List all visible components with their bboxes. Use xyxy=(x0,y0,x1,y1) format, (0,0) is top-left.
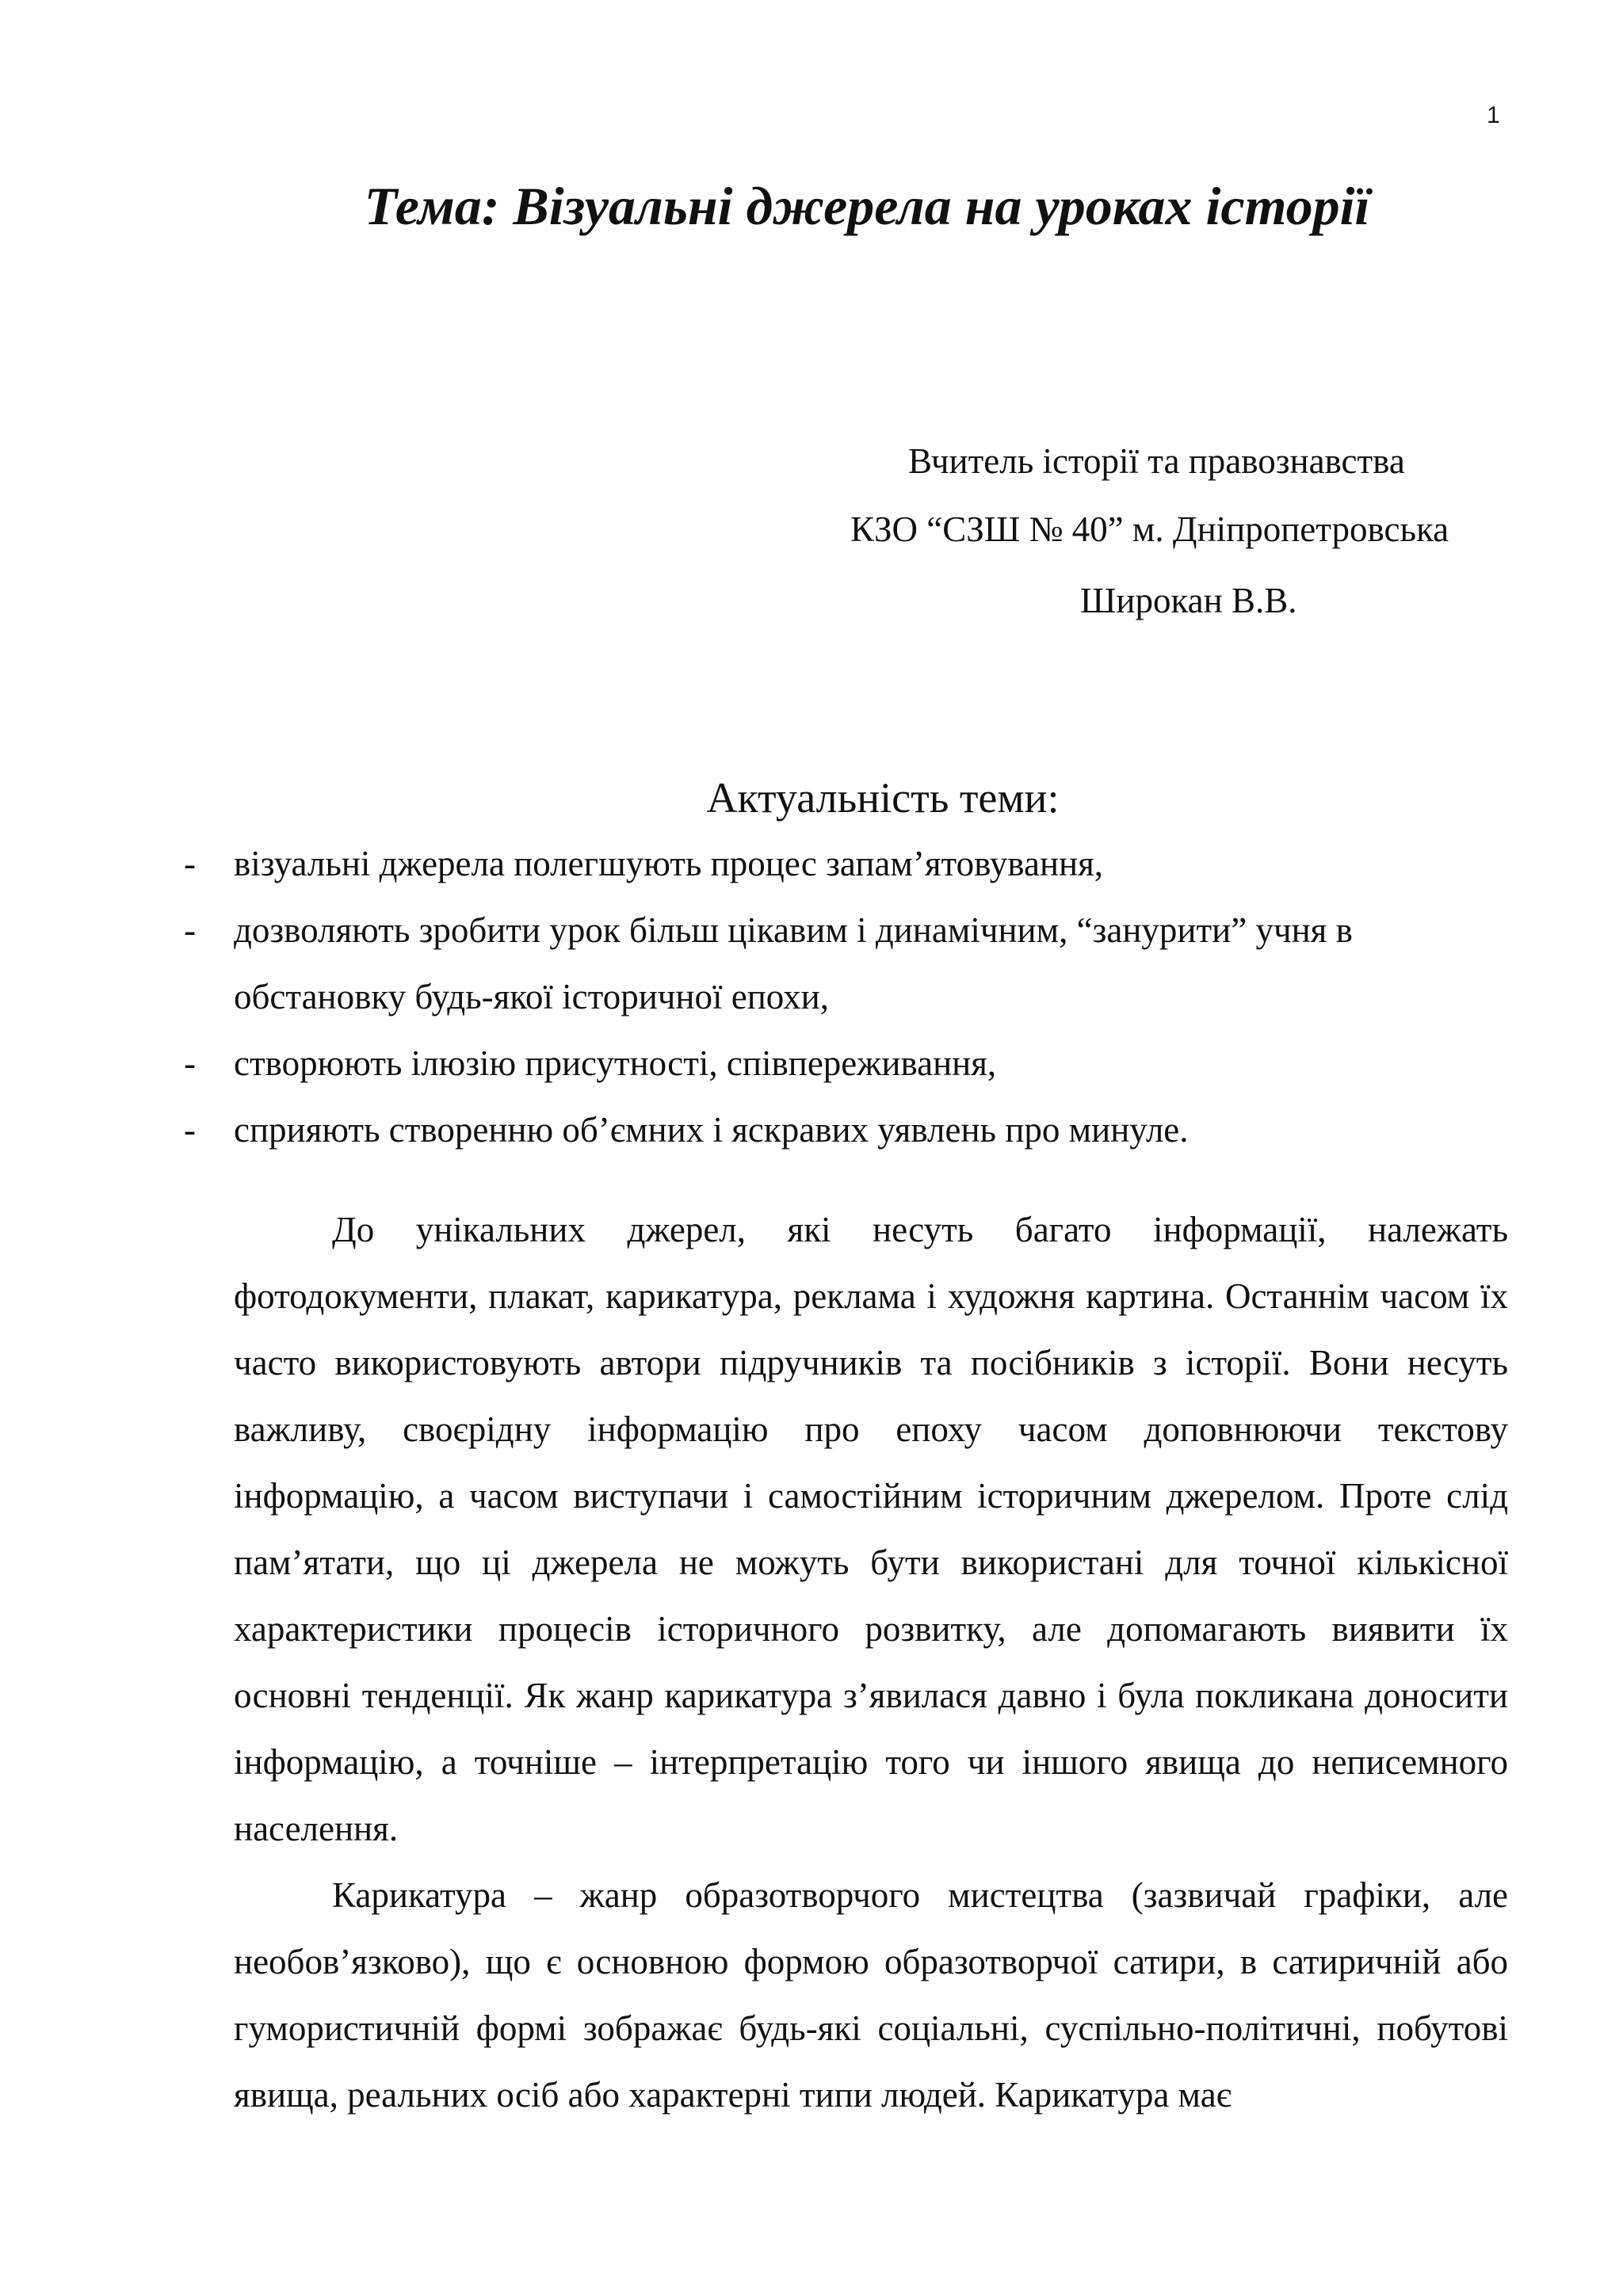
relevance-list xyxy=(0,830,1623,1163)
body-paragraph: Карикатура – жанр образотворчого мистецтва (зазвичай графіки, але необов’язково), що є основною формою образотворчої сатири, в сатиричній або гумористичній формі зображає будь-які соціальні, суспільно-політичні, побутові явища, реальних осіб або характерні типи людей. Карикатура має xyxy=(234,1875,1508,2115)
list-item xyxy=(0,1030,1623,1097)
dash-bullet: - xyxy=(184,1110,196,1150)
body-text xyxy=(234,1196,1508,2128)
dash-bullet: - xyxy=(184,910,196,950)
list-item-text: дозволяють зробити урок більш цікавим і динамічним, “занурити” учня в обстановку будь-якої історичної епохи, xyxy=(234,910,1353,1016)
list-item-text: візуальні джерела полегшують процес запам’ятовування, xyxy=(234,844,1104,883)
page-number: 1 xyxy=(1487,102,1500,128)
list-item xyxy=(0,897,1623,1030)
dash-bullet: - xyxy=(184,1043,196,1083)
document-title: Тема: Візуальні джерела на уроках історії xyxy=(364,176,1370,236)
body-paragraph: До унікальних джерел, які несуть багато інформації, належать фотодокументи, плакат, карикатура, реклама і художня картина. Останнім часом їх часто використовують автори підручників та посібників з історії. Вони несуть важливу, своєрідну інформацію про епоху часом доповнюючи текстову інформацію, а часом виступачи і самостійним історичним джерелом. Проте слід пам’ятати, що ці джерела не можуть бути використані для точної кількісної характеристики процесів історичного розвитку, але допомагають виявити їх основні тенденції. Як жанр карикатура з’явилася давно і була покликана доносити інформацію, а точніше – інтерпретацію того чи іншого явища до неписемного населення. xyxy=(234,1210,1508,1848)
relevance-heading: Актуальність теми: xyxy=(706,774,1060,822)
author-name: Широкан В.В. xyxy=(1080,581,1297,620)
list-item-text: створюють ілюзію присутності, співпереживання, xyxy=(234,1043,997,1083)
list-item xyxy=(0,830,1623,897)
list-item xyxy=(0,1097,1623,1163)
list-item-text: сприяють створенню об’ємних і яскравих уявлень про минуле. xyxy=(234,1110,1189,1150)
dash-bullet: - xyxy=(184,844,196,883)
author-school: КЗО “СЗШ № 40” м. Дніпропетровська xyxy=(850,509,1449,549)
author-role: Вчитель історії та правознавства xyxy=(908,441,1405,481)
